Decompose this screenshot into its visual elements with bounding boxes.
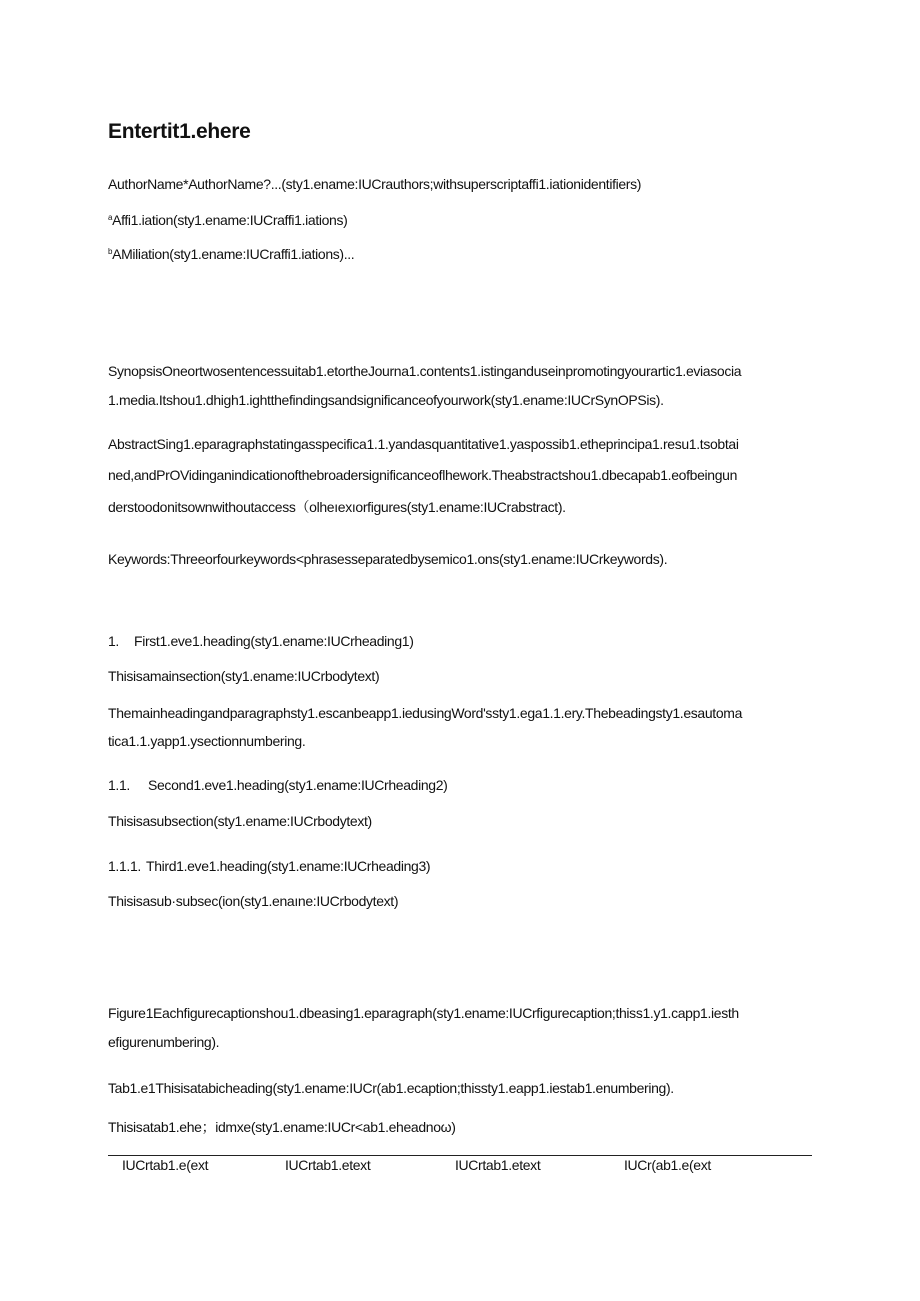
heading-text: Second1.eve1.heading(sty1.ename:IUCrheading2): [148, 777, 448, 793]
affiliation-text: Affi1.iation(sty1.ename:IUCraffi1.iations): [112, 212, 348, 228]
affiliation-a: [108, 210, 347, 228]
document-title: Entertit1.ehere: [108, 120, 251, 143]
heading-number: 1.1.: [108, 777, 130, 793]
table-cell: IUCr(ab1.e(ext: [624, 1157, 711, 1173]
table-cell: IUCrtab1.etext: [455, 1157, 541, 1173]
body-text: Themainheadingandparagraphsty1.escanbeapp1.iedusingWord'ssty1.ega1.1.ery.Thebeadingsty1.esautoma: [108, 705, 743, 721]
affiliation-marker: b: [108, 247, 113, 256]
heading-level-3: [108, 858, 430, 874]
body-text: Thisisamainsection(sty1.ename:IUCrbodytext): [108, 668, 380, 684]
synopsis-line: 1.media.Itshou1.dhigh1.ightthefindingsandsignificanceofyourwork(sty1.ename:IUCrSynOPSis).: [108, 392, 664, 408]
heading-level-2: [108, 777, 447, 793]
table-headrow-text: Thisisatab1.ehe；idmxe(sty1.ename:IUCr<ab1.eheadnoω): [108, 1119, 456, 1135]
heading-text: Third1.eve1.heading(sty1.ename:IUCrheading3): [146, 858, 431, 874]
abstract-line: derstoodonitsownwithoutaccess（olheıexıorfigures(sty1.ename:IUCrabstract).: [108, 499, 566, 515]
body-text: Thisisasubsection(sty1.ename:IUCrbodytext): [108, 813, 372, 829]
heading-number: 1.: [108, 633, 119, 649]
table-top-rule: [108, 1155, 812, 1156]
table-caption: Tab1.e1Thisisatabicheading(sty1.ename:IUCr(ab1.ecaption;thissty1.eapp1.iestab1.enumbering).: [108, 1080, 674, 1096]
body-text: Thisisasub·subsec(ion(sty1.enaıne:IUCrbodytext): [108, 893, 399, 909]
body-text: tica1.1.yapp1.ysectionnumbering.: [108, 733, 306, 749]
figure-caption: Figure1Eachfigurecaptionshou1.dbeasing1.eparagraph(sty1.ename:IUCrfigurecaption;thiss1.y1.capp1.iesth: [108, 1005, 739, 1021]
synopsis-line: SynopsisOneortwosentencessuitab1.etortheJourna1.contents1.istinganduseinpromotingyourartic1.eviasocia: [108, 363, 742, 379]
keywords: Keywords:Threeorfourkeywords<phrasesseparatedbysemico1.ons(sty1.ename:IUCrkeywords).: [108, 551, 668, 567]
abstract-line: AbstractSing1.eparagraphstatingasspecifica1.1.yandasquantitative1.yaspossib1.etheprincipa1.resu1.tsobtai: [108, 436, 739, 452]
heading-level-1: [108, 633, 414, 649]
affiliation-marker: a: [108, 213, 113, 222]
table-cell: IUCrtab1.etext: [285, 1157, 371, 1173]
affiliation-b: [108, 244, 354, 262]
table-cell: IUCrtab1.e(ext: [122, 1157, 209, 1173]
figure-caption: efigurenumbering).: [108, 1034, 220, 1050]
abstract-line: ned,andPrOVidinganindicationofthebroadersignificanceoflhework.Theabstractshou1.dbecapab1.eofbeingun: [108, 467, 738, 483]
affiliation-text: AMiliation(sty1.ename:IUCraffi1.iations)...: [112, 246, 355, 262]
heading-text: First1.eve1.heading(sty1.ename:IUCrheading1): [134, 633, 414, 649]
heading-number: 1.1.1.: [108, 858, 141, 874]
authors-line: AuthorName*AuthorName?...(sty1.ename:IUCrauthors;withsuperscriptaffi1.iationidentifiers): [108, 176, 642, 192]
